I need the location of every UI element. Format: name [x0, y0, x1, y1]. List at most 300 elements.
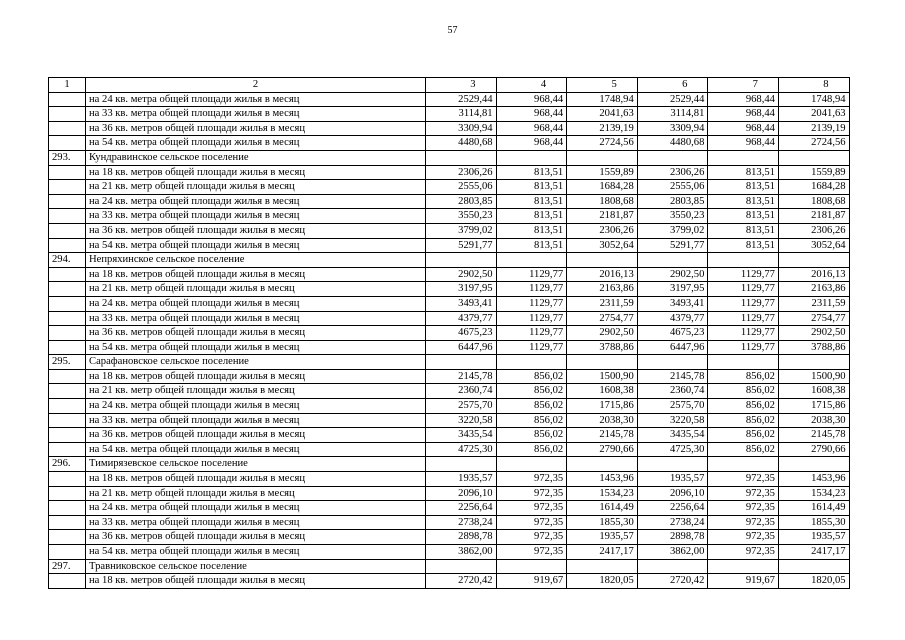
norm-description: на 18 кв. метров общей площади жилья в месяц — [86, 472, 426, 487]
value-cell: 1935,57 — [567, 530, 638, 545]
column-number: 1 — [49, 78, 86, 93]
value-cell: 3052,64 — [567, 238, 638, 253]
value-cell — [637, 253, 708, 268]
table-row — [49, 121, 850, 136]
value-cell: 1559,89 — [567, 165, 638, 180]
value-cell: 968,44 — [496, 92, 567, 107]
value-cell: 3799,02 — [637, 223, 708, 238]
value-cell — [567, 150, 638, 165]
value-cell: 2898,78 — [637, 530, 708, 545]
norm-description: на 21 кв. метр общей площади жилья в месяц — [86, 486, 426, 501]
value-cell: 968,44 — [496, 136, 567, 151]
table-row — [49, 282, 850, 297]
value-cell: 2306,26 — [637, 165, 708, 180]
value-cell: 856,02 — [708, 428, 779, 443]
value-cell: 1129,77 — [496, 311, 567, 326]
norm-description: на 54 кв. метра общей площади жилья в месяц — [86, 340, 426, 355]
value-cell: 2417,17 — [778, 545, 849, 560]
value-cell — [778, 355, 849, 370]
row-number — [49, 442, 86, 457]
value-cell: 813,51 — [496, 180, 567, 195]
value-cell: 2311,59 — [567, 296, 638, 311]
value-cell: 1820,05 — [778, 574, 849, 589]
value-cell: 2555,06 — [426, 180, 497, 195]
value-cell — [708, 457, 779, 472]
settlement-row — [49, 253, 850, 268]
row-number — [49, 515, 86, 530]
value-cell: 3435,54 — [426, 428, 497, 443]
norm-description: на 33 кв. метра общей площади жилья в месяц — [86, 413, 426, 428]
settlement-row — [49, 355, 850, 370]
value-cell: 972,35 — [496, 515, 567, 530]
value-cell: 4379,77 — [637, 311, 708, 326]
value-cell: 2038,30 — [778, 413, 849, 428]
value-cell — [496, 253, 567, 268]
value-cell: 813,51 — [496, 194, 567, 209]
value-cell: 968,44 — [708, 121, 779, 136]
value-cell: 2016,13 — [778, 267, 849, 282]
row-number — [49, 165, 86, 180]
value-cell: 2181,87 — [567, 209, 638, 224]
value-cell — [426, 355, 497, 370]
norm-description: на 33 кв. метра общей площади жилья в месяц — [86, 515, 426, 530]
value-cell: 2041,63 — [778, 107, 849, 122]
settlement-name: Сарафановское сельское поселение — [86, 355, 426, 370]
value-cell — [567, 253, 638, 268]
value-cell: 972,35 — [708, 515, 779, 530]
column-number: 6 — [637, 78, 708, 93]
value-cell: 968,44 — [496, 121, 567, 136]
value-cell — [496, 355, 567, 370]
value-cell: 2311,59 — [778, 296, 849, 311]
value-cell: 856,02 — [496, 399, 567, 414]
value-cell: 813,51 — [708, 180, 779, 195]
value-cell: 2720,42 — [426, 574, 497, 589]
value-cell: 813,51 — [496, 223, 567, 238]
value-cell: 3493,41 — [637, 296, 708, 311]
value-cell: 813,51 — [496, 209, 567, 224]
value-cell: 1684,28 — [778, 180, 849, 195]
value-cell: 972,35 — [496, 486, 567, 501]
page-number: 57 — [447, 25, 458, 36]
table-row — [49, 136, 850, 151]
norm-description: на 36 кв. метров общей площади жилья в месяц — [86, 121, 426, 136]
value-cell: 2529,44 — [637, 92, 708, 107]
table-row — [49, 530, 850, 545]
value-cell: 2306,26 — [567, 223, 638, 238]
value-cell: 2417,17 — [567, 545, 638, 560]
value-cell: 1608,38 — [778, 384, 849, 399]
value-cell: 2738,24 — [637, 515, 708, 530]
value-cell: 2256,64 — [426, 501, 497, 516]
value-cell: 813,51 — [708, 209, 779, 224]
value-cell: 2529,44 — [426, 92, 497, 107]
value-cell: 4725,30 — [637, 442, 708, 457]
row-number: 297. — [49, 559, 86, 574]
row-number — [49, 501, 86, 516]
value-cell: 5291,77 — [426, 238, 497, 253]
value-cell: 972,35 — [708, 545, 779, 560]
value-cell: 3114,81 — [426, 107, 497, 122]
norm-description: на 24 кв. метра общей площади жилья в месяц — [86, 194, 426, 209]
column-number: 3 — [426, 78, 497, 93]
value-cell: 2902,50 — [778, 326, 849, 341]
value-cell: 2256,64 — [637, 501, 708, 516]
row-number — [49, 238, 86, 253]
value-cell: 2139,19 — [567, 121, 638, 136]
norm-description: на 18 кв. метров общей площади жилья в месяц — [86, 165, 426, 180]
value-cell — [567, 559, 638, 574]
value-cell: 856,02 — [708, 413, 779, 428]
value-cell: 1808,68 — [567, 194, 638, 209]
value-cell: 1129,77 — [708, 282, 779, 297]
settlement-name: Тимирязевское сельское поселение — [86, 457, 426, 472]
settlement-row — [49, 150, 850, 165]
row-number — [49, 530, 86, 545]
table-row — [49, 574, 850, 589]
value-cell: 4480,68 — [426, 136, 497, 151]
table-row — [49, 442, 850, 457]
table-row — [49, 267, 850, 282]
value-cell: 2360,74 — [637, 384, 708, 399]
value-cell: 2181,87 — [778, 209, 849, 224]
column-number: 2 — [86, 78, 426, 93]
value-cell — [708, 559, 779, 574]
value-cell — [778, 150, 849, 165]
value-cell: 856,02 — [708, 384, 779, 399]
value-cell: 1748,94 — [567, 92, 638, 107]
value-cell: 1715,86 — [567, 399, 638, 414]
value-cell — [708, 355, 779, 370]
value-cell — [567, 457, 638, 472]
value-cell: 3862,00 — [426, 545, 497, 560]
norm-description: на 18 кв. метров общей площади жилья в месяц — [86, 574, 426, 589]
value-cell — [426, 150, 497, 165]
value-cell: 4480,68 — [637, 136, 708, 151]
row-number — [49, 92, 86, 107]
table-row — [49, 340, 850, 355]
value-cell — [496, 559, 567, 574]
value-cell: 856,02 — [496, 428, 567, 443]
column-number: 8 — [778, 78, 849, 93]
value-cell: 1453,96 — [567, 472, 638, 487]
value-cell: 972,35 — [496, 545, 567, 560]
value-cell: 1715,86 — [778, 399, 849, 414]
value-cell — [637, 457, 708, 472]
value-cell: 1129,77 — [708, 340, 779, 355]
value-cell: 1129,77 — [708, 326, 779, 341]
settlement-name: Кундравинское сельское поселение — [86, 150, 426, 165]
norm-description: на 24 кв. метра общей площади жилья в месяц — [86, 296, 426, 311]
value-cell: 2163,86 — [778, 282, 849, 297]
value-cell — [637, 355, 708, 370]
value-cell — [708, 150, 779, 165]
column-number: 4 — [496, 78, 567, 93]
value-cell: 1808,68 — [778, 194, 849, 209]
norm-description: на 18 кв. метров общей площади жилья в месяц — [86, 369, 426, 384]
value-cell: 3197,95 — [426, 282, 497, 297]
table-row — [49, 515, 850, 530]
value-cell: 3862,00 — [637, 545, 708, 560]
row-number — [49, 472, 86, 487]
norm-description: на 36 кв. метров общей площади жилья в месяц — [86, 530, 426, 545]
row-number — [49, 107, 86, 122]
value-cell: 3309,94 — [426, 121, 497, 136]
value-cell: 1453,96 — [778, 472, 849, 487]
value-cell — [778, 457, 849, 472]
value-cell: 856,02 — [496, 413, 567, 428]
norm-description: на 33 кв. метра общей площади жилья в месяц — [86, 107, 426, 122]
table-row — [49, 194, 850, 209]
value-cell: 6447,96 — [637, 340, 708, 355]
norm-description: на 21 кв. метр общей площади жилья в месяц — [86, 282, 426, 297]
value-cell: 2754,77 — [567, 311, 638, 326]
value-cell: 1855,30 — [778, 515, 849, 530]
row-number: 294. — [49, 253, 86, 268]
value-cell: 6447,96 — [426, 340, 497, 355]
table-row — [49, 384, 850, 399]
value-cell: 1935,57 — [637, 472, 708, 487]
value-cell: 856,02 — [496, 442, 567, 457]
row-number — [49, 136, 86, 151]
value-cell: 2898,78 — [426, 530, 497, 545]
value-cell: 856,02 — [496, 384, 567, 399]
row-number — [49, 340, 86, 355]
column-number: 7 — [708, 78, 779, 93]
value-cell — [708, 253, 779, 268]
value-cell: 3220,58 — [637, 413, 708, 428]
norm-description: на 36 кв. метров общей площади жилья в месяц — [86, 428, 426, 443]
settlement-name: Травниковское сельское поселение — [86, 559, 426, 574]
table-row — [49, 296, 850, 311]
value-cell: 2163,86 — [567, 282, 638, 297]
value-cell: 856,02 — [708, 399, 779, 414]
row-number — [49, 326, 86, 341]
norm-description: на 18 кв. метров общей площади жилья в месяц — [86, 267, 426, 282]
value-cell — [567, 355, 638, 370]
row-number — [49, 428, 86, 443]
value-cell: 1855,30 — [567, 515, 638, 530]
value-cell: 972,35 — [496, 501, 567, 516]
value-cell: 2145,78 — [426, 369, 497, 384]
value-cell: 813,51 — [496, 238, 567, 253]
value-cell: 1129,77 — [496, 282, 567, 297]
row-number: 296. — [49, 457, 86, 472]
value-cell: 1129,77 — [708, 311, 779, 326]
value-cell: 856,02 — [496, 369, 567, 384]
table-row — [49, 428, 850, 443]
value-cell — [637, 559, 708, 574]
value-cell: 3220,58 — [426, 413, 497, 428]
value-cell: 1129,77 — [496, 296, 567, 311]
row-number — [49, 574, 86, 589]
value-cell: 856,02 — [708, 442, 779, 457]
value-cell: 1684,28 — [567, 180, 638, 195]
table-row — [49, 209, 850, 224]
settlement-row — [49, 457, 850, 472]
value-cell: 4725,30 — [426, 442, 497, 457]
value-cell: 2790,66 — [778, 442, 849, 457]
norm-description: на 21 кв. метр общей площади жилья в месяц — [86, 180, 426, 195]
value-cell: 2096,10 — [426, 486, 497, 501]
value-cell: 3799,02 — [426, 223, 497, 238]
value-cell: 2038,30 — [567, 413, 638, 428]
value-cell: 972,35 — [708, 501, 779, 516]
value-cell: 2803,85 — [426, 194, 497, 209]
table-row — [49, 413, 850, 428]
value-cell: 3788,86 — [778, 340, 849, 355]
table-row — [49, 180, 850, 195]
value-cell: 2902,50 — [567, 326, 638, 341]
row-number — [49, 180, 86, 195]
row-number — [49, 296, 86, 311]
value-cell: 1129,77 — [708, 296, 779, 311]
value-cell — [496, 150, 567, 165]
row-number — [49, 311, 86, 326]
value-cell: 2575,70 — [426, 399, 497, 414]
value-cell: 968,44 — [708, 107, 779, 122]
settlement-name: Непряхинское сельское поселение — [86, 253, 426, 268]
value-cell: 1935,57 — [426, 472, 497, 487]
value-cell: 2145,78 — [778, 428, 849, 443]
norm-description: на 33 кв. метра общей площади жилья в месяц — [86, 311, 426, 326]
value-cell: 3197,95 — [637, 282, 708, 297]
value-cell: 813,51 — [708, 223, 779, 238]
norm-description: на 54 кв. метра общей площади жилья в месяц — [86, 545, 426, 560]
value-cell: 2738,24 — [426, 515, 497, 530]
settlement-row — [49, 559, 850, 574]
table-row — [49, 486, 850, 501]
value-cell: 2790,66 — [567, 442, 638, 457]
norm-description: на 24 кв. метра общей площади жилья в месяц — [86, 399, 426, 414]
value-cell: 4379,77 — [426, 311, 497, 326]
value-cell: 968,44 — [708, 136, 779, 151]
value-cell: 813,51 — [496, 165, 567, 180]
row-number: 295. — [49, 355, 86, 370]
norm-description: на 33 кв. метра общей площади жилья в месяц — [86, 209, 426, 224]
value-cell: 968,44 — [496, 107, 567, 122]
table-row — [49, 107, 850, 122]
value-cell — [778, 559, 849, 574]
table-row — [49, 545, 850, 560]
value-cell: 3435,54 — [637, 428, 708, 443]
value-cell: 2720,42 — [637, 574, 708, 589]
value-cell: 813,51 — [708, 238, 779, 253]
value-cell: 2145,78 — [637, 369, 708, 384]
value-cell: 2360,74 — [426, 384, 497, 399]
value-cell: 2096,10 — [637, 486, 708, 501]
value-cell: 1748,94 — [778, 92, 849, 107]
value-cell — [426, 457, 497, 472]
value-cell: 2139,19 — [778, 121, 849, 136]
value-cell: 2902,50 — [426, 267, 497, 282]
value-cell: 813,51 — [708, 165, 779, 180]
value-cell: 972,35 — [708, 486, 779, 501]
value-cell: 2803,85 — [637, 194, 708, 209]
tariff-table — [48, 77, 850, 589]
value-cell: 919,67 — [708, 574, 779, 589]
value-cell: 1614,49 — [567, 501, 638, 516]
row-number — [49, 369, 86, 384]
norm-description: на 36 кв. метров общей площади жилья в месяц — [86, 223, 426, 238]
value-cell: 4675,23 — [426, 326, 497, 341]
column-number: 5 — [567, 78, 638, 93]
value-cell: 972,35 — [708, 530, 779, 545]
norm-description: на 24 кв. метра общей площади жилья в месяц — [86, 92, 426, 107]
column-number-row — [49, 78, 850, 93]
value-cell: 1500,90 — [778, 369, 849, 384]
value-cell: 3309,94 — [637, 121, 708, 136]
row-number — [49, 282, 86, 297]
row-number — [49, 267, 86, 282]
value-cell: 5291,77 — [637, 238, 708, 253]
row-number — [49, 399, 86, 414]
table-row — [49, 238, 850, 253]
value-cell: 3052,64 — [778, 238, 849, 253]
value-cell: 813,51 — [708, 194, 779, 209]
norm-description: на 21 кв. метр общей площади жилья в месяц — [86, 384, 426, 399]
table-row — [49, 472, 850, 487]
norm-description: на 54 кв. метра общей площади жилья в месяц — [86, 136, 426, 151]
value-cell — [778, 253, 849, 268]
row-number — [49, 121, 86, 136]
value-cell: 2724,56 — [778, 136, 849, 151]
tariff-table-body — [49, 78, 850, 589]
norm-description: на 54 кв. метра общей площади жилья в месяц — [86, 238, 426, 253]
value-cell: 2016,13 — [567, 267, 638, 282]
value-cell: 2306,26 — [778, 223, 849, 238]
value-cell: 4675,23 — [637, 326, 708, 341]
norm-description: на 24 кв. метра общей площади жилья в месяц — [86, 501, 426, 516]
table-row — [49, 165, 850, 180]
value-cell: 1534,23 — [567, 486, 638, 501]
value-cell: 1559,89 — [778, 165, 849, 180]
row-number — [49, 413, 86, 428]
row-number — [49, 209, 86, 224]
value-cell: 1608,38 — [567, 384, 638, 399]
value-cell: 3493,41 — [426, 296, 497, 311]
value-cell: 1614,49 — [778, 501, 849, 516]
row-number — [49, 223, 86, 238]
value-cell: 919,67 — [496, 574, 567, 589]
value-cell: 1129,77 — [708, 267, 779, 282]
value-cell: 2724,56 — [567, 136, 638, 151]
row-number — [49, 545, 86, 560]
row-number — [49, 486, 86, 501]
value-cell: 1129,77 — [496, 326, 567, 341]
value-cell: 972,35 — [708, 472, 779, 487]
value-cell: 2902,50 — [637, 267, 708, 282]
value-cell: 856,02 — [708, 369, 779, 384]
value-cell: 2306,26 — [426, 165, 497, 180]
value-cell: 2754,77 — [778, 311, 849, 326]
value-cell: 3550,23 — [426, 209, 497, 224]
table-row — [49, 369, 850, 384]
value-cell: 1534,23 — [778, 486, 849, 501]
value-cell: 3114,81 — [637, 107, 708, 122]
table-row — [49, 311, 850, 326]
value-cell: 2575,70 — [637, 399, 708, 414]
value-cell: 2041,63 — [567, 107, 638, 122]
norm-description: на 54 кв. метра общей площади жилья в месяц — [86, 442, 426, 457]
norm-description: на 36 кв. метров общей площади жилья в месяц — [86, 326, 426, 341]
value-cell: 1500,90 — [567, 369, 638, 384]
row-number — [49, 384, 86, 399]
value-cell: 1129,77 — [496, 340, 567, 355]
value-cell — [496, 457, 567, 472]
value-cell: 3788,86 — [567, 340, 638, 355]
value-cell — [426, 253, 497, 268]
